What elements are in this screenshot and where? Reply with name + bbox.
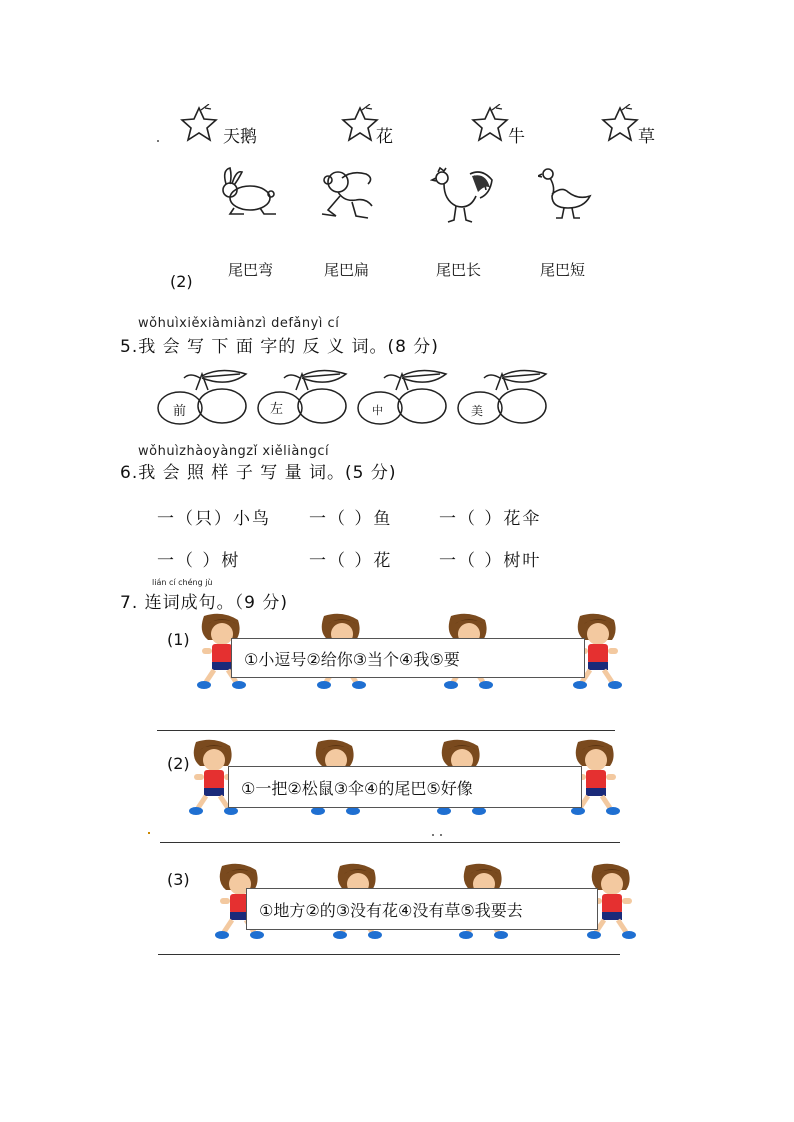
star-icon: [177, 104, 221, 144]
stray-dot: [440, 834, 442, 836]
answer-line[interactable]: [157, 730, 615, 731]
q5-title: 5.我 会 写 下 面 字的 反 义 词。(8 分): [120, 337, 439, 357]
fruit-label: 中: [372, 404, 383, 417]
fruit-item-1: [156, 366, 252, 430]
stray-dot: [148, 832, 150, 834]
measure-word-item: 一（只）小鸟: [157, 509, 271, 529]
sentence-box: [228, 766, 582, 808]
measure-word-item: 一（ ）花: [309, 551, 393, 571]
q6-pinyin: wǒhuìzhàoyàngzǐ xiěliàngcí: [138, 444, 330, 459]
q7-item-label: (3): [167, 870, 190, 889]
measure-word-item: 一（ ）鱼: [309, 509, 393, 529]
sentence-text: ①小逗号②给你③当个④我⑤要: [244, 649, 460, 669]
stray-dot: [157, 140, 159, 142]
star-word: 花: [376, 127, 393, 147]
star-word: 牛: [508, 127, 525, 147]
tail-label: 尾巴短: [540, 261, 586, 279]
fruit-label: 左: [270, 402, 284, 417]
q7-item-label: (2): [167, 754, 190, 773]
q5-pinyin: wǒhuìxiěxiàmiànzì defǎnyì cí: [138, 316, 340, 331]
sentence-box: [231, 638, 585, 678]
fruit-item-4: [456, 366, 552, 430]
star-icon: [468, 104, 512, 144]
fruit-label: 美: [471, 404, 484, 418]
rabbit-icon: [216, 166, 280, 218]
measure-word-item: 一（ ）树: [157, 551, 241, 571]
q6-title: 6.我 会 照 样 子 写 量 词。(5 分): [120, 463, 397, 483]
fruit-pair-icon: [356, 366, 452, 426]
measure-word-item: 一（ ）树叶: [439, 551, 542, 571]
tail-label: 尾巴长: [436, 261, 482, 279]
fruit-label: 前: [173, 404, 187, 419]
sentence-text: ①一把②松鼠③伞④的尾巴⑤好像: [241, 778, 473, 798]
fruit-item-2: [256, 366, 352, 430]
answer-line[interactable]: [158, 954, 620, 955]
stray-dot: [432, 834, 434, 836]
sentence-box: [246, 888, 598, 930]
q7-title: 7. 连词成句。（9 分): [120, 593, 288, 613]
goose-icon: [538, 166, 594, 220]
star-word: 天鹅: [223, 127, 257, 147]
fruit-pair-icon: [256, 366, 352, 426]
rooster-icon: [430, 166, 496, 224]
star-word: 草: [638, 127, 655, 147]
star-icon: [598, 104, 642, 144]
sentence-text: ①地方②的③没有花④没有草⑤我要去: [259, 900, 523, 920]
monkey-icon: [316, 166, 380, 222]
q7-item-label: (1): [167, 630, 190, 649]
fruit-pair-icon: [156, 366, 252, 426]
tail-label: 尾巴弯: [228, 261, 274, 279]
sub-label-2: (2): [170, 272, 193, 291]
q7-pinyin: lián cí chéng jù: [152, 578, 213, 587]
tail-label: 尾巴扁: [324, 261, 370, 279]
measure-word-item: 一（ ）花伞: [439, 509, 542, 529]
answer-line[interactable]: [160, 842, 620, 843]
fruit-item-3: [356, 366, 452, 430]
